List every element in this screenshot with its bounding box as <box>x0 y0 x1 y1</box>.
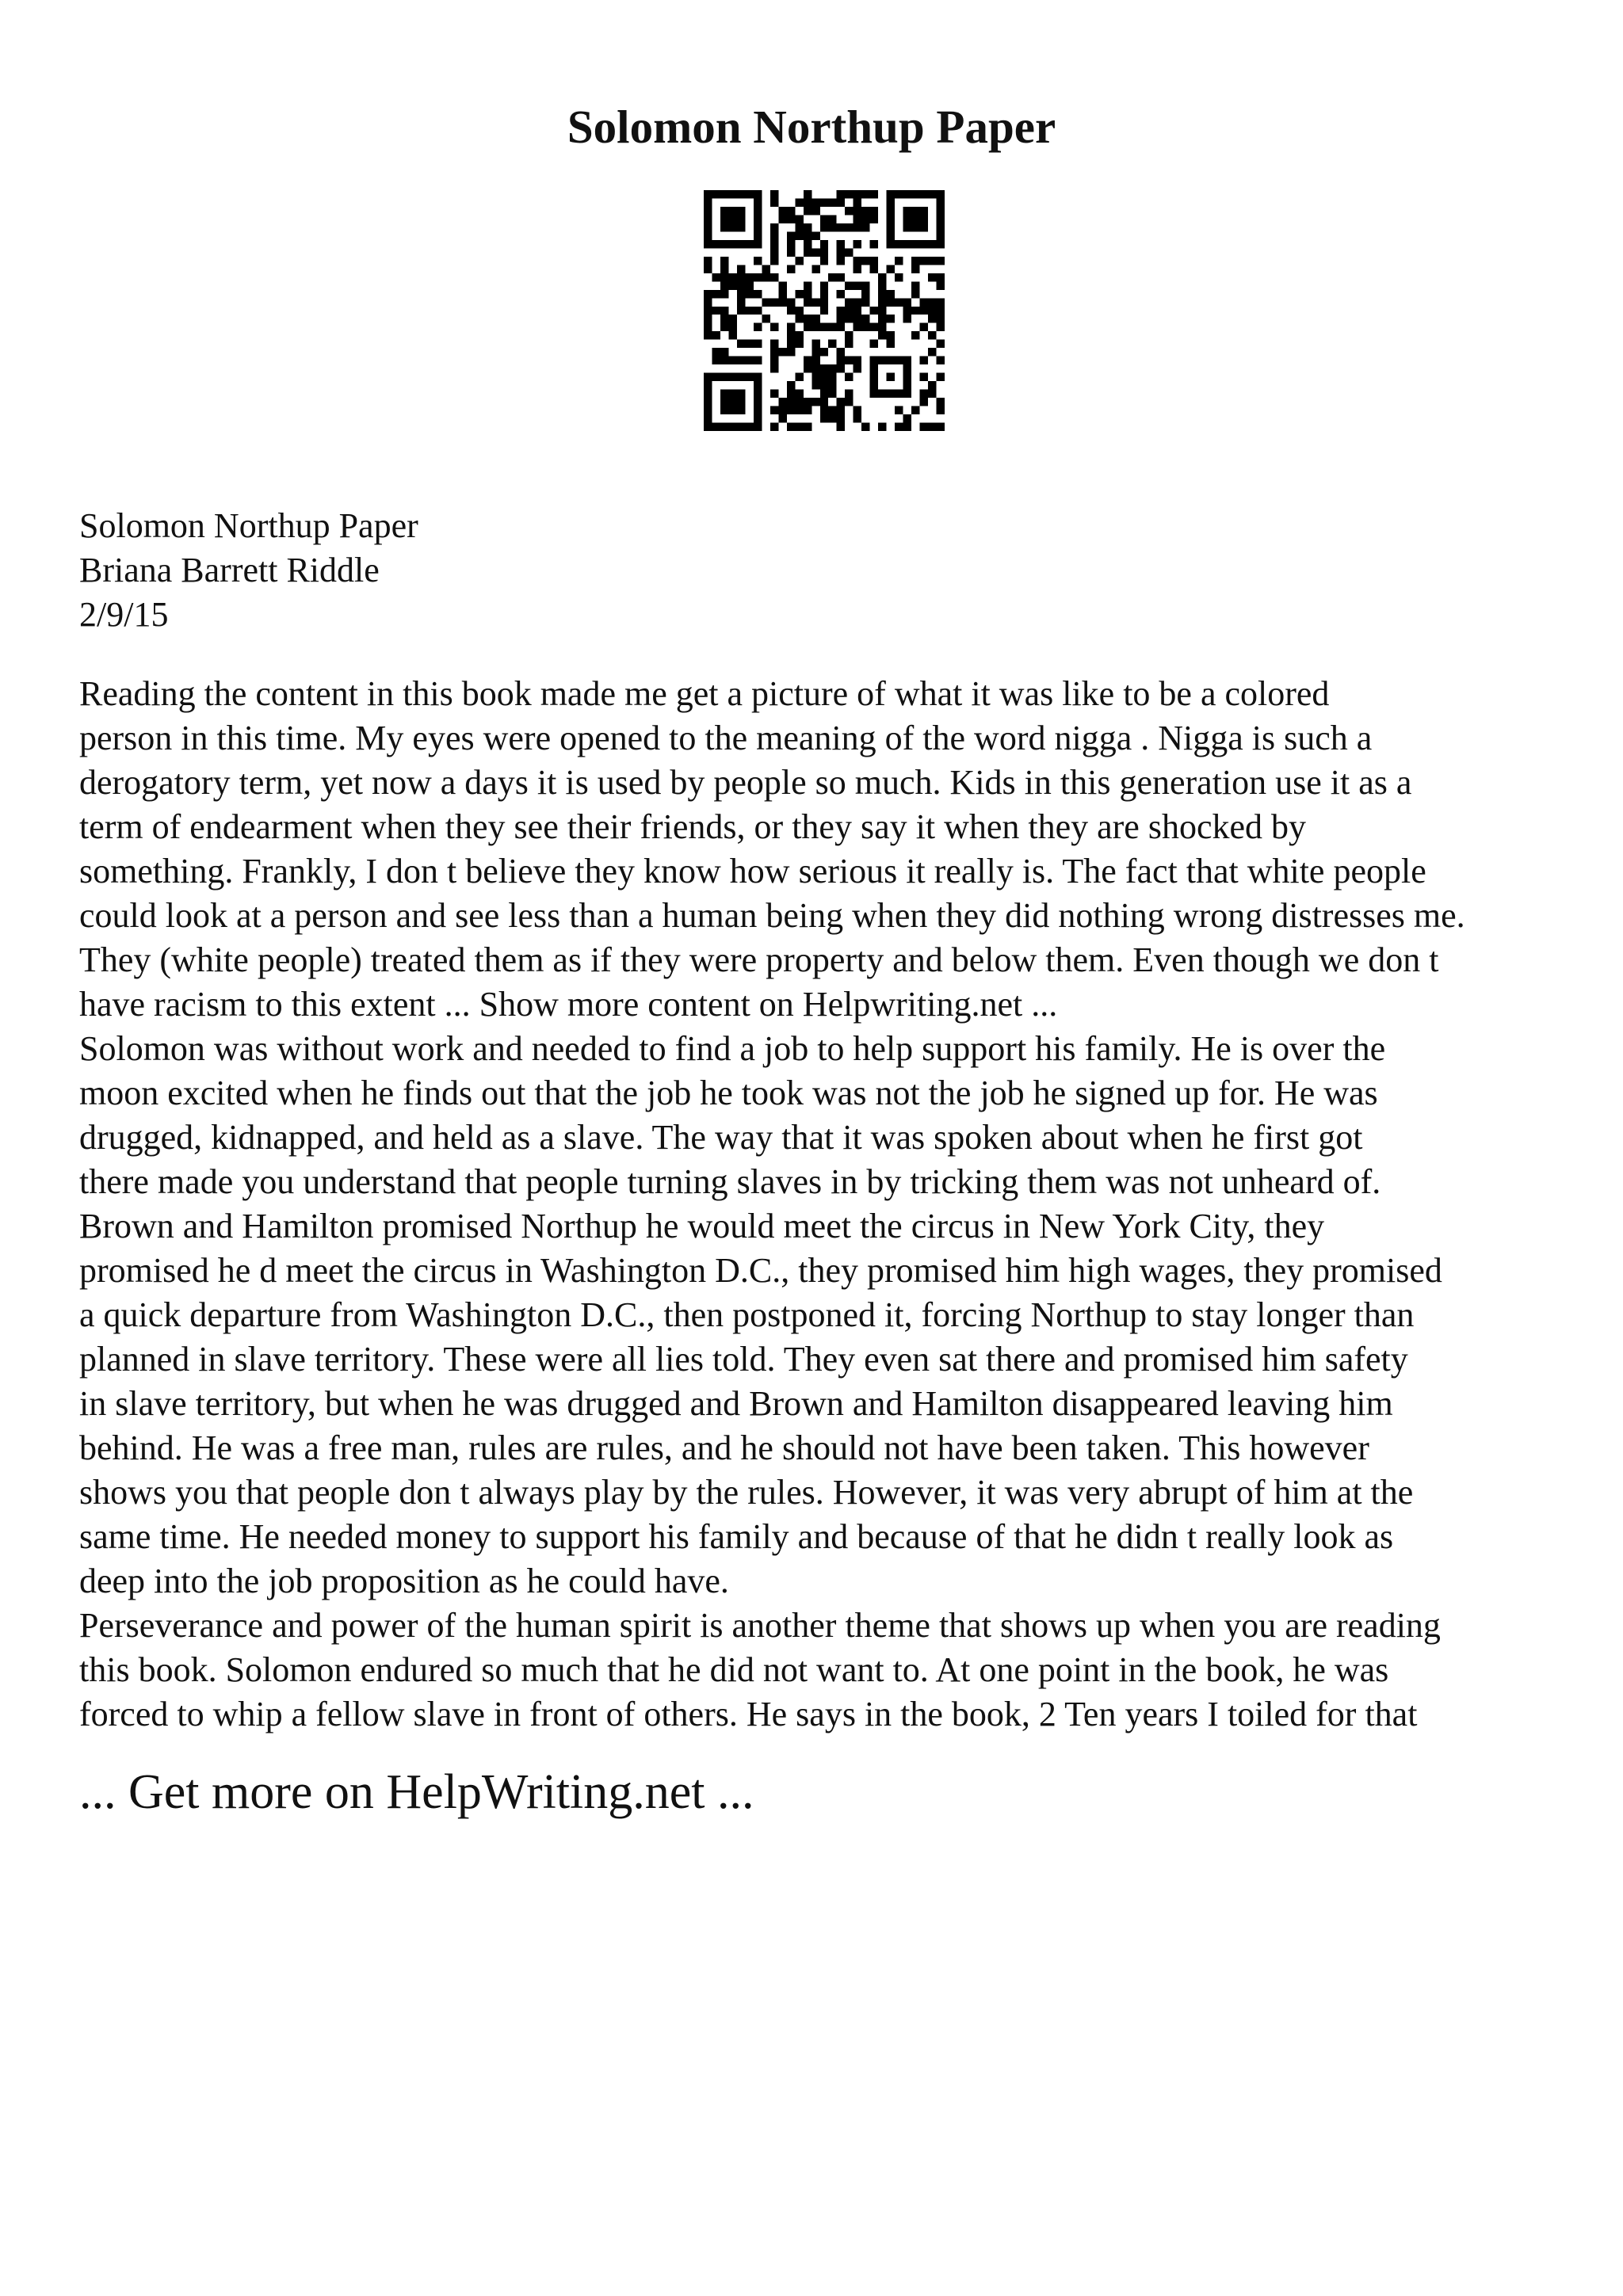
essay-line: planned in slave territory. These were all lies told. They even sat there and promised him safety <box>79 1340 1408 1379</box>
essay-line: there made you understand that people turning slaves in by tricking them was not unheard of. <box>79 1162 1381 1201</box>
qr-code-icon <box>704 190 945 431</box>
get-more-link[interactable]: ... Get more on HelpWriting.net ... <box>79 1765 754 1819</box>
essay-body <box>79 672 1585 1737</box>
essay-line: Perseverance and power of the human spirit is another theme that shows up when you are reading <box>79 1606 1441 1645</box>
essay-line: forced to whip a fellow slave in front of others. He says in the book, 2 Ten years I toiled for that <box>79 1695 1418 1733</box>
essay-line: promised he d meet the circus in Washington D.C., they promised him high wages, they promised <box>79 1251 1442 1290</box>
essay-line: drugged, kidnapped, and held as a slave. The way that it was spoken about when he first got <box>79 1118 1363 1157</box>
essay-line: term of endearment when they see their friends, or they say it when they are shocked by <box>79 807 1307 846</box>
essay-line: could look at a person and see less than a human being when they did nothing wrong distresses me. <box>79 896 1465 935</box>
essay-line: Reading the content in this book made me get a picture of what it was like to be a colored <box>79 674 1330 713</box>
essay-line: deep into the job proposition as he could have. <box>79 1562 729 1600</box>
document-title: Solomon Northup Paper <box>567 101 1056 153</box>
essay-line: this book. Solomon endured so much that he did not want to. At one point in the book, he was <box>79 1650 1389 1689</box>
meta-date: 2/9/15 <box>79 595 169 634</box>
essay-line: moon excited when he finds out that the job he took was not the job he signed up for. He was <box>79 1074 1378 1112</box>
meta-author: Briana Barrett Riddle <box>79 551 380 589</box>
meta-heading: Solomon Northup Paper <box>79 506 418 545</box>
essay-line: person in this time. My eyes were opened to the meaning of the word nigga . Nigga is such a <box>79 719 1373 757</box>
essay-line: Solomon was without work and needed to find a job to help support his family. He is over the <box>79 1029 1386 1068</box>
essay-line: in slave territory, but when he was drugged and Brown and Hamilton disappeared leaving him <box>79 1384 1393 1423</box>
essay-line: a quick departure from Washington D.C., then postponed it, forcing Northup to stay longer than <box>79 1295 1415 1334</box>
document-meta <box>79 504 418 637</box>
essay-line: behind. He was a free man, rules are rules, and he should not have been taken. This however <box>79 1428 1369 1467</box>
essay-line: They (white people) treated them as if they were property and below them. Even though we don t <box>79 940 1439 979</box>
essay-line: derogatory term, yet now a days it is used by people so much. Kids in this generation use it as a <box>79 763 1412 802</box>
essay-line: Brown and Hamilton promised Northup he would meet the circus in New York City, they <box>79 1207 1325 1245</box>
essay-line: same time. He needed money to support his family and because of that he didn t really look as <box>79 1517 1394 1556</box>
show-more-link[interactable]: have racism to this extent ... Show more content on Helpwriting.net ... <box>79 985 1058 1024</box>
essay-line: something. Frankly, I don t believe they know how serious it really is. The fact that white people <box>79 852 1426 891</box>
essay-line: shows you that people don t always play by the rules. However, it was very abrupt of him at the <box>79 1473 1414 1512</box>
